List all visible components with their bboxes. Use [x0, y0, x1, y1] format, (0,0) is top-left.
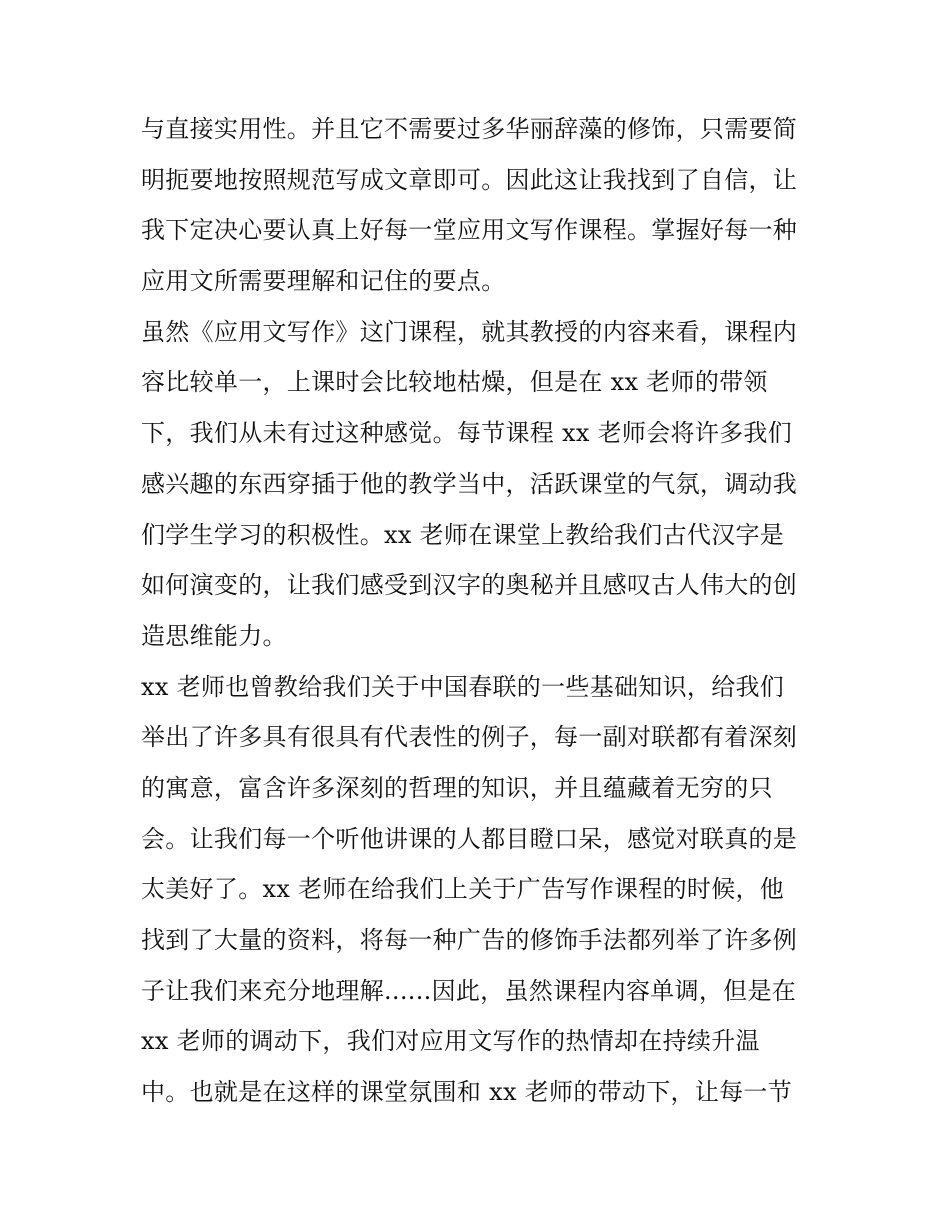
- text-line: 的寓意，富含许多深刻的哲理的知识，并且蕴藏着无穷的只: [141, 773, 773, 802]
- text-line: 虽然《应用文写作》这门课程，就其教授的内容来看，课程内: [141, 317, 798, 346]
- text-line: 应用文所需要理解和记住的要点。: [141, 267, 506, 296]
- text-line: 子让我们来充分地理解......因此，虽然课程内容单调，但是在: [141, 976, 797, 1005]
- text-line: 与直接实用性。并且它不需要过多华丽辞藻的修饰，只需要简: [141, 115, 798, 143]
- text-line: 造思维能力。: [141, 621, 287, 650]
- text-line: 中。也就是在这样的课堂氛围和 xx 老师的带动下，让每一节: [141, 1078, 793, 1107]
- text-line: 感兴趣的东西穿插于他的教学当中，活跃课堂的气氛，调动我: [141, 469, 798, 498]
- body-text: [141, 104, 821, 1118]
- text-line: 举出了许多具有很具有代表性的例子，每一副对联都有着深刻: [141, 723, 798, 752]
- text-line: 找到了大量的资料，将每一种广告的修饰手法都列举了许多例: [141, 926, 798, 954]
- text-line: xx 老师也曾教给我们关于中国春联的一些基础知识，给我们: [141, 672, 785, 701]
- text-line: 明扼要地按照规范写成文章即可。因此这让我找到了自信，让: [141, 165, 798, 194]
- text-line: 太美好了。xx 老师在给我们上关于广告写作课程的时候，他: [141, 875, 785, 904]
- text-line: 们学生学习的积极性。xx 老师在课堂上教给我们古代汉字是: [141, 520, 785, 549]
- text-line: 我下定决心要认真上好每一堂应用文写作课程。掌握好每一种: [141, 216, 798, 245]
- text-line: xx 老师的调动下，我们对应用文写作的热情却在持续升温: [141, 1027, 760, 1056]
- text-line: 容比较单一，上课时会比较地枯燥，但是在 xx 老师的带领: [141, 368, 768, 397]
- text-line: 会。让我们每一个听他讲课的人都目瞪口呆，感觉对联真的是: [141, 824, 798, 853]
- text-line: 如何演变的，让我们感受到汉字的奥秘并且感叹古人伟大的创: [141, 571, 798, 600]
- text-line: 下，我们从未有过这种感觉。每节课程 xx 老师会将许多我们: [141, 419, 793, 448]
